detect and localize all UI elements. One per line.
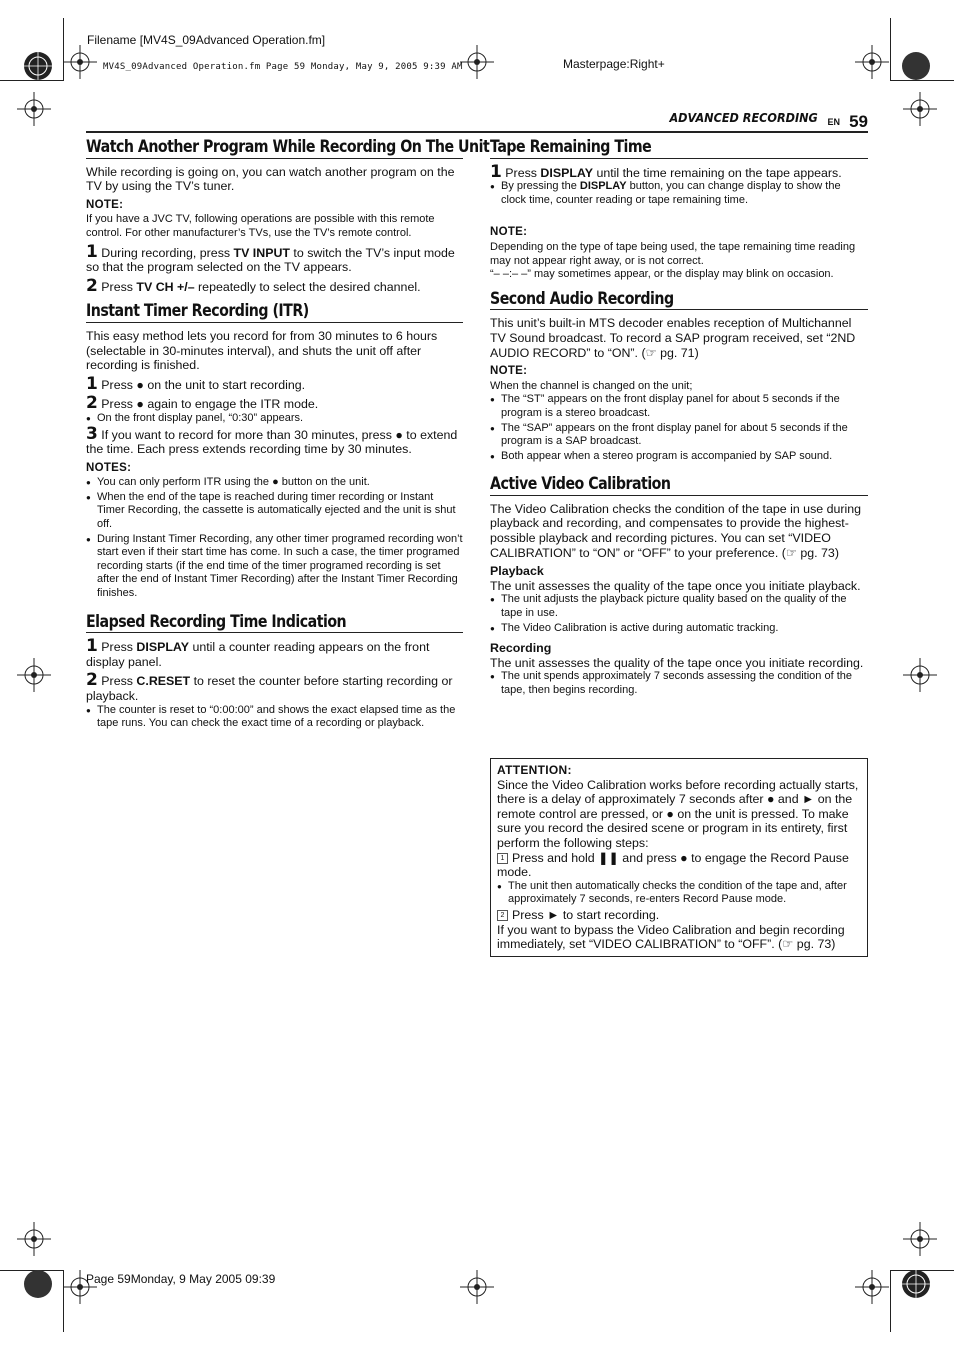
paragraph: The Video Calibration checks the condition of the tape in use during playback and recording, and compensates to provide the highest-possible playback and recording pictures. You can set “VIDEO CALIBRATION” to “ON” or “OFF” to your preference. (☞ pg. 73) — [490, 501, 862, 560]
crosshair-mark-icon — [903, 1222, 937, 1256]
bullet-item: ● The unit then automatically checks the condition of the tape and, after approximately 7 seconds, re-enters Record Pause mode. — [497, 880, 861, 907]
step-1: 1 Press DISPLAY until the time remaining on the tape appears. — [490, 161, 842, 182]
bullet-item: ● By pressing the DISPLAY button, you can change display to show the clock time, counter reading or tape remaining time. — [490, 180, 868, 207]
step-2: 2 Press C.RESET to reset the counter before starting recording or playback. — [86, 670, 453, 703]
crosshair-mark-icon — [17, 1222, 51, 1256]
section-tape-remaining-time — [490, 137, 868, 282]
registration-mark-icon — [20, 1266, 56, 1302]
lang-label: EN — [827, 117, 840, 127]
note-label: NOTE: — [490, 365, 528, 378]
note-text: When the channel is changed on the unit; — [490, 379, 693, 392]
section-title: Second Audio Recording — [490, 288, 674, 308]
filename-label: Filename [MV4S_09Advanced Operation.fm] — [87, 33, 326, 47]
playback-label: Playback — [490, 564, 544, 579]
crop-line — [890, 18, 891, 80]
crosshair-mark-icon — [460, 45, 494, 79]
note-text: If you have a JVC TV, following operations are possible with this remote control. For other manufacturer’s TVs, use the TV’s remote control. — [86, 213, 435, 239]
right-column — [490, 137, 868, 699]
note-label: NOTE: — [490, 226, 528, 239]
section-watch-another-program — [86, 137, 490, 296]
bullet-item: ● The unit adjusts the playback picture quality based on the quality of the tape in use. — [490, 593, 868, 620]
attention-step-2: 2 Press ► to start recording. — [497, 908, 861, 923]
header-rule — [86, 131, 868, 133]
step-1: 1 During recording, press TV INPUT to switch the TV’s input mode so that the program selected on the TV appears. — [86, 241, 455, 275]
page-number: 59 — [849, 112, 868, 131]
step-1: 1 Press ● on the unit to start recording. — [86, 373, 306, 394]
registration-mark-icon — [898, 1266, 934, 1302]
paragraph: The unit assesses the quality of the tape once you initiate recording. — [490, 655, 864, 670]
bullet-item: ● You can only perform ITR using the ● button on the unit. — [86, 476, 463, 490]
section-title: Watch Another Program While Recording On The Unit — [86, 137, 490, 156]
paragraph: This unit’s built-in MTS decoder enables reception of Multichannel TV Sound broadcast. To record a SAP program received, set “2ND AUDIO RECORD” to “ON”. (☞ pg. 71) — [490, 316, 856, 360]
bullet-item: ● On the front display panel, “0:30” appears. — [86, 412, 463, 426]
registration-mark-icon — [898, 48, 934, 84]
bullet-item: ● When the end of the tape is reached during timer recording or Instant Timer Recording, the cassette is automatically ejected and the unit is shut off. — [86, 491, 463, 532]
notes-label: NOTES: — [86, 461, 132, 474]
note-text: Depending on the type of tape being used, the tape remaining time reading may not appear right away, or is not correct. — [490, 240, 856, 267]
section-title: Elapsed Recording Time Indication — [86, 611, 347, 631]
step-2: 2 Press ● again to engage the ITR mode. — [86, 393, 319, 414]
bullet-item: ● Both appear when a stereo program is accompanied by SAP sound. — [490, 450, 868, 464]
masterpage-label: Masterpage:Right+ — [563, 57, 665, 71]
step-2: 2 Press TV CH +/– repeatedly to select the desired channel. — [86, 275, 421, 296]
section-second-audio-recording — [490, 288, 868, 464]
crosshair-mark-icon — [855, 1270, 889, 1304]
crosshair-mark-icon — [903, 92, 937, 126]
bullet-item: ● The “ST” appears on the front display panel for about 5 seconds if the program is a stereo broadcast. — [490, 393, 868, 420]
attention-box — [490, 758, 868, 957]
record-icon: ● — [395, 427, 403, 442]
footer-label: Page 59Monday, 9 May 2005 09:39 — [86, 1272, 276, 1286]
crosshair-mark-icon — [17, 658, 51, 692]
step-3: 3 If you want to record for more than 30 minutes, press ● to extend the time. Each press extends recording time by 30 minutes. — [86, 423, 458, 457]
attention-text: Since the Video Calibration works before recording actually starts, there is a delay of approximately 7 seconds after ● and ► on the remote control are pressed, or ● on the unit is pressed. To make sure you record the desired scene or program in its entirety, first perform the following steps: — [497, 777, 859, 850]
section-label: ADVANCED RECORDING — [669, 110, 818, 125]
bullet-item: ● The unit spends approximately 7 seconds assessing the condition of the tape, then begins recording. — [490, 670, 868, 697]
paragraph: The unit assesses the quality of the tape once you initiate playback. — [490, 578, 861, 593]
section-active-video-calibration — [490, 474, 868, 697]
section-title: Tape Remaining Time — [490, 137, 652, 156]
attention-label: ATTENTION: — [497, 763, 572, 777]
left-column — [86, 137, 490, 732]
recording-label: Recording — [490, 641, 552, 656]
crosshair-mark-icon — [17, 92, 51, 126]
paragraph: This easy method lets you record for from 30 minutes to 6 hours (selectable in 30-minutes interval), and shuts the unit off after recording is finished. — [86, 328, 438, 373]
bullet-item: ● The counter is reset to “0:00:00” and shows the exact elapsed time as the tape runs. You can check the exact time of a recording or playback. — [86, 704, 463, 731]
crosshair-mark-icon — [63, 45, 97, 79]
attention-step-1: 1 Press and hold ❚❚ and press ● to engage the Record Pause mode. — [497, 850, 849, 880]
crop-line — [890, 1270, 891, 1332]
record-icon: ● — [136, 377, 144, 392]
step-1: 1 Press DISPLAY until a counter reading appears on the front display panel. — [86, 636, 430, 669]
bullet-item: ● During Instant Timer Recording, any other timer programed recording won’t start even if their start time has come. In such a case, the timer programed recording starts (if the end time of the timer programed recording is set after the end of Instant Timer Recording) after the Instant Timer Recording finishes. — [86, 533, 463, 601]
file-info-label: MV4S_09Advanced Operation.fm Page 59 Monday, May 9, 2005 9:39 AM — [103, 62, 463, 72]
note-label: NOTE: — [86, 198, 124, 211]
crosshair-mark-icon — [460, 1270, 494, 1304]
section-title: Instant Timer Recording (ITR) — [86, 301, 309, 321]
section-instant-timer-recording — [86, 301, 463, 600]
registration-mark-icon — [20, 48, 56, 84]
bullet-item: ● The Video Calibration is active during automatic tracking. — [490, 622, 868, 636]
bullet-item: ● The “SAP” appears on the front display panel for about 5 seconds if the program is a SAP broadcast. — [490, 422, 868, 449]
paragraph: While recording is going on, you can watch another program on the TV by using the TV’s tuner. — [86, 164, 455, 194]
note-text: “– –:– –” may sometimes appear, or the display may blink on occasion. — [490, 268, 834, 281]
attention-outro: If you want to bypass the Video Calibration and begin recording immediately, set “VIDEO CALIBRATION” to “OFF”. (☞ pg. 73) — [497, 922, 845, 952]
section-title: Active Video Calibration — [490, 474, 671, 494]
record-icon: ● — [136, 397, 144, 412]
crosshair-mark-icon — [903, 658, 937, 692]
section-elapsed-recording-time — [86, 611, 463, 731]
crosshair-mark-icon — [855, 45, 889, 79]
